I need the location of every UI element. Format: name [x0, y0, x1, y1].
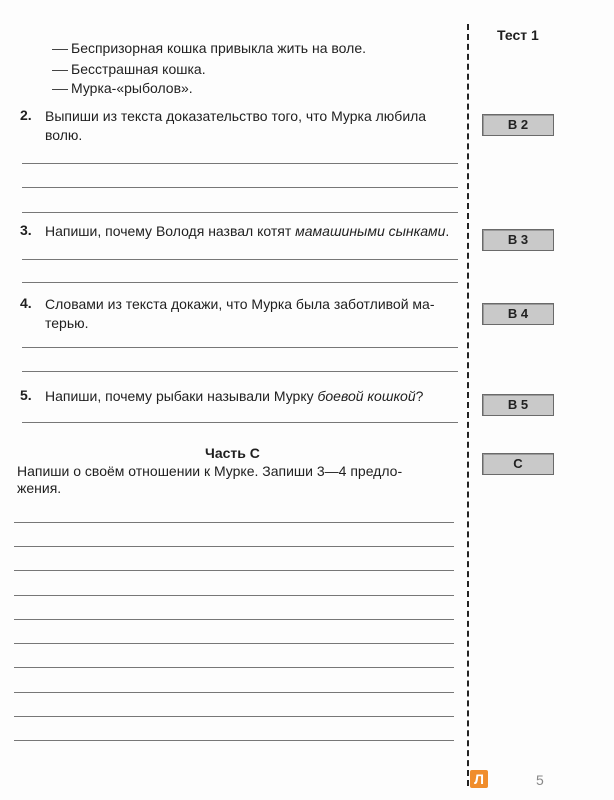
question-text: Напиши, почему рыбаки называли Мурку боевой кошкой?	[45, 388, 424, 404]
code-box-b5: В 5	[482, 394, 554, 416]
question-text: Напиши, почему Володя назвал котят мамашиными сынками.	[45, 223, 450, 239]
answer-line[interactable]	[22, 187, 458, 188]
answer-line[interactable]	[14, 740, 454, 741]
answer-line[interactable]	[14, 546, 454, 547]
page-number: 5	[536, 772, 544, 788]
answer-line[interactable]	[22, 371, 458, 372]
question-text: Словами из текста докажи, что Мурка была заботливой ма- терью.	[45, 296, 435, 331]
option-item: Бесстрашная кошка.	[52, 61, 206, 77]
option-item: Мурка-«рыболов».	[52, 80, 193, 96]
cut-line-divider	[467, 24, 469, 786]
test-title: Тест 1	[497, 27, 539, 43]
answer-line[interactable]	[14, 716, 454, 717]
answer-line[interactable]	[14, 522, 454, 523]
code-box-b3: В 3	[482, 229, 554, 251]
question-text: Выпиши из текста доказательство того, что Мурка любила волю.	[45, 108, 427, 143]
option-item: Беспризорная кошка привыкла жить на воле.	[52, 40, 366, 56]
answer-line[interactable]	[14, 692, 454, 693]
answer-line[interactable]	[22, 282, 458, 283]
answer-line[interactable]	[14, 570, 454, 571]
question-number: 5.	[20, 387, 32, 403]
answer-line[interactable]	[22, 212, 458, 213]
answer-line[interactable]	[14, 667, 454, 668]
answer-line[interactable]	[14, 619, 454, 620]
question-number: 4.	[20, 295, 32, 311]
answer-line[interactable]	[22, 259, 458, 260]
code-box-b2: В 2	[482, 114, 554, 136]
task-text: Напиши о своём отношении к Мурке. Запиши 3—4 предло- жения.	[17, 463, 403, 496]
answer-line[interactable]	[14, 595, 454, 596]
answer-line[interactable]	[14, 643, 454, 644]
question-number: 2.	[20, 107, 32, 123]
code-box-c: С	[482, 453, 554, 475]
answer-line[interactable]	[22, 347, 458, 348]
answer-line[interactable]	[22, 163, 458, 164]
answer-blank[interactable]	[52, 49, 68, 50]
answer-blank[interactable]	[52, 89, 68, 90]
answer-blank[interactable]	[52, 70, 68, 71]
code-box-b4: В 4	[482, 303, 554, 325]
part-title: Часть С	[205, 445, 260, 461]
publisher-logo-icon: Л	[470, 770, 488, 788]
question-number: 3.	[20, 222, 32, 238]
answer-line[interactable]	[22, 422, 458, 423]
